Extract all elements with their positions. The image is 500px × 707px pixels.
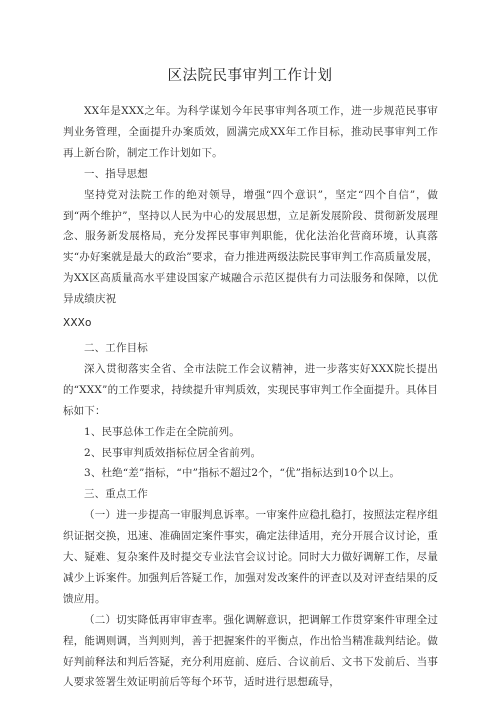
work-goals-paragraph: 深入贯彻落实全省、全市法院工作会议精神，进一步落实好XXX院长提出的“XXX”的工作要求，持续提升审判质效，实现民事审判工作全面提升。具体目标如下： — [63, 362, 438, 417]
document-title: 区法院民事审判工作计划 — [167, 68, 333, 84]
goal-item-3: 3、杜绝“差”指标，“中”指标不超过2个，“优”指标达到10个以上。 — [84, 467, 401, 480]
section-heading-key-work: 三、重点工作 — [84, 488, 148, 501]
document-body — [63, 101, 438, 693]
key-work-item-1: （一）进一步提高一审服判息诉率。一审案件应稳扎稳打，按照法定程序组织证据交换，迅速、准确固定案件事实，确定法律适用，充分开展合议讨论，重大、疑难、复杂案件及时提交专业法官会议讨论。同时大力做好调解工作，尽量减少上诉案件。加强判后答疑工作，加强对发改案件的评查以及对评查结果的反馈应用。 — [63, 509, 438, 605]
intro-paragraph: XX年是XXX之年。为科学谋划今年民事审判各项工作，进一步规范民事审判业务管理，全面提升办案质效，圆满完成XX年工作目标，推动民事审判工作再上新台阶，制定工作计划如下。 — [63, 105, 438, 159]
guiding-ideology-paragraph: 坚持党对法院工作的绝对领导，增强“四个意识”，坚定“四个自信”，做到“两个维护”，坚持以人民为中心的发展思想，立足新发展阶段、贯彻新发展理念、服务新发展格局，充分发挥民事审判职能，优化法治化营商环境，认真落实“办好案就是最大的政治”要求，奋力推进两级法院民事审判工作高质量发展，为XX区高质量高水平建设国家产城融合示范区提供有力司法服务和保障，以优异成绩庆祝 — [63, 188, 438, 306]
section-heading-work-goals: 二、工作目标 — [84, 341, 148, 354]
goal-item-2: 2、民事审判质效指标位居全省前列。 — [84, 446, 262, 459]
key-work-item-2: （二）切实降低再审审查率。强化调解意识，把调解工作贯穿案件审理全过程，能调则调，当判则判，善于把握案件的平衡点，作出恰当精准裁判结论。做好判前释法和判后答疑，充分利用庭前、庭后、合议前后、文书下发前后、当事人要求签署生效证明前后等每个环节，适时进行思想疏导， — [63, 613, 438, 689]
section-heading-guiding-ideology: 一、指导思想 — [84, 167, 148, 180]
guiding-ideology-continuation: XXXo — [63, 317, 92, 330]
goal-item-1: 1、民事总体工作走在全院前列。 — [84, 425, 240, 438]
